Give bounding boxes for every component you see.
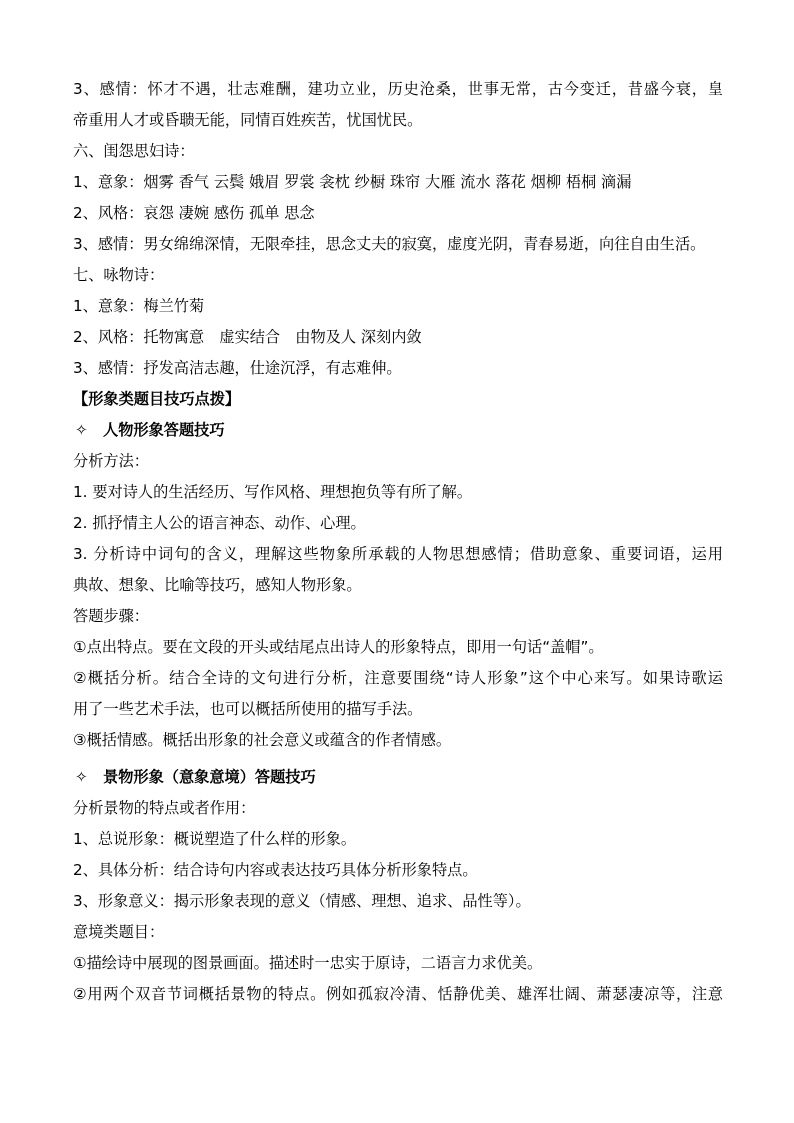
text-line — [73, 886, 723, 917]
subsection-heading — [73, 762, 723, 793]
text-line — [73, 229, 723, 260]
text-line — [73, 477, 723, 508]
line-text: 1. 要对诗人的生活经历、写作风格、理想抱负等有所了解。 — [73, 483, 473, 501]
line-text: 1、总说形象：概说塑造了什么样的形象。 — [73, 830, 357, 848]
text-line — [73, 446, 723, 477]
line-text: 典故、想象、比喻等技巧，感知人物形象。 — [73, 576, 362, 594]
text-line — [73, 855, 723, 886]
text-line — [73, 353, 723, 384]
text-line — [73, 539, 723, 570]
line-text: 3、感情：男女绵绵深情，无限牵挂，思念丈夫的寂寞，虚度光阴，青春易逝，向往自由生活。 — [73, 235, 706, 253]
line-text: ②用两个双音节词概括景物的特点。例如孤寂冷清、恬静优美、雄浑壮阔、萧瑟凄凉等，注意 — [73, 985, 723, 1003]
line-text: 1、意象：烟雾 香气 云鬓 娥眉 罗裳 衾枕 纱橱 珠帘 大雁 流水 落花 烟柳 梧桐 滴漏 — [73, 173, 632, 191]
text-line — [73, 917, 723, 948]
text-line — [73, 694, 723, 725]
line-text: ①描绘诗中展现的图景画面。描述时一忠实于原诗，二语言力求优美。 — [73, 954, 543, 972]
line-text: 分析景物的特点或者作用： — [73, 799, 256, 817]
diamond-bullet-icon: ✧ — [75, 768, 88, 786]
text-line — [73, 74, 723, 105]
document-page — [73, 74, 723, 1010]
line-text: 2、风格：托物寓意 虚实结合 由物及人 深刻内敛 — [73, 328, 422, 346]
text-line — [73, 198, 723, 229]
section-heading — [73, 260, 723, 291]
line-text: 答题步骤： — [73, 607, 149, 625]
line-text: 2、具体分析：结合诗句内容或表达技巧具体分析形象特点。 — [73, 861, 478, 879]
line-text: 意境类题目： — [73, 923, 165, 941]
text-line — [73, 632, 723, 663]
heading-text: 七、咏物诗： — [73, 266, 165, 284]
text-line — [73, 948, 723, 979]
line-text: 分析方法： — [73, 452, 149, 470]
line-text: 3、感情：抒发高洁志趣，仕途沉浮，有志难伸。 — [73, 359, 402, 377]
text-line — [73, 508, 723, 539]
line-text: 用了一些艺术手法，也可以概括所使用的描写手法。 — [73, 700, 423, 718]
text-line — [73, 979, 723, 1010]
diamond-bullet-icon: ✧ — [75, 421, 88, 439]
text-line — [73, 291, 723, 322]
text-line — [73, 793, 723, 824]
line-text: ①点出特点。要在文段的开头或结尾点出诗人的形象特点，即用一句话“盖帽”。 — [73, 638, 604, 656]
heading-text: 六、闺怨思妇诗： — [73, 142, 195, 160]
line-text: 2. 抓抒情主人公的语言神态、动作、心理。 — [73, 514, 366, 532]
text-line — [73, 322, 723, 353]
line-text: ③概括情感。概括出形象的社会意义或蕴含的作者情感。 — [73, 731, 452, 749]
line-text: 2、风格：哀怨 凄婉 感伤 孤单 思念 — [73, 204, 315, 222]
text-line — [73, 601, 723, 632]
line-text: 帝重用人才或昏聩无能，同情百姓疾苦，忧国忧民。 — [73, 111, 423, 129]
line-text: 3. 分析诗中词句的含义，理解这些物象所承载的人物思想感情；借助意象、重要词语，运用 — [73, 545, 723, 563]
text-line — [73, 824, 723, 855]
text-line — [73, 167, 723, 198]
bracket-heading — [73, 384, 723, 415]
line-text: 3、感情：怀才不遇，壮志难酬，建功立业，历史沧桑，世事无常，古今变迁，昔盛今衰，皇 — [73, 80, 723, 98]
text-line — [73, 570, 723, 601]
line-text: ②概括分析。结合全诗的文句进行分析，注意要围绕“诗人形象”这个中心来写。如果诗歌运 — [73, 669, 723, 687]
text-line — [73, 725, 723, 756]
text-line — [73, 663, 723, 694]
text-line — [73, 105, 723, 136]
heading-text: 景物形象（意象意境）答题技巧 — [103, 768, 316, 786]
heading-text: 人物形象答题技巧 — [103, 421, 225, 439]
line-text: 1、意象：梅兰竹菊 — [73, 297, 205, 315]
subsection-heading — [73, 415, 723, 446]
section-heading — [73, 136, 723, 167]
line-text: 3、形象意义：揭示形象表现的意义（情感、理想、追求、品性等）。 — [73, 892, 531, 910]
heading-text: 【形象类题目技巧点拨】 — [73, 390, 241, 408]
